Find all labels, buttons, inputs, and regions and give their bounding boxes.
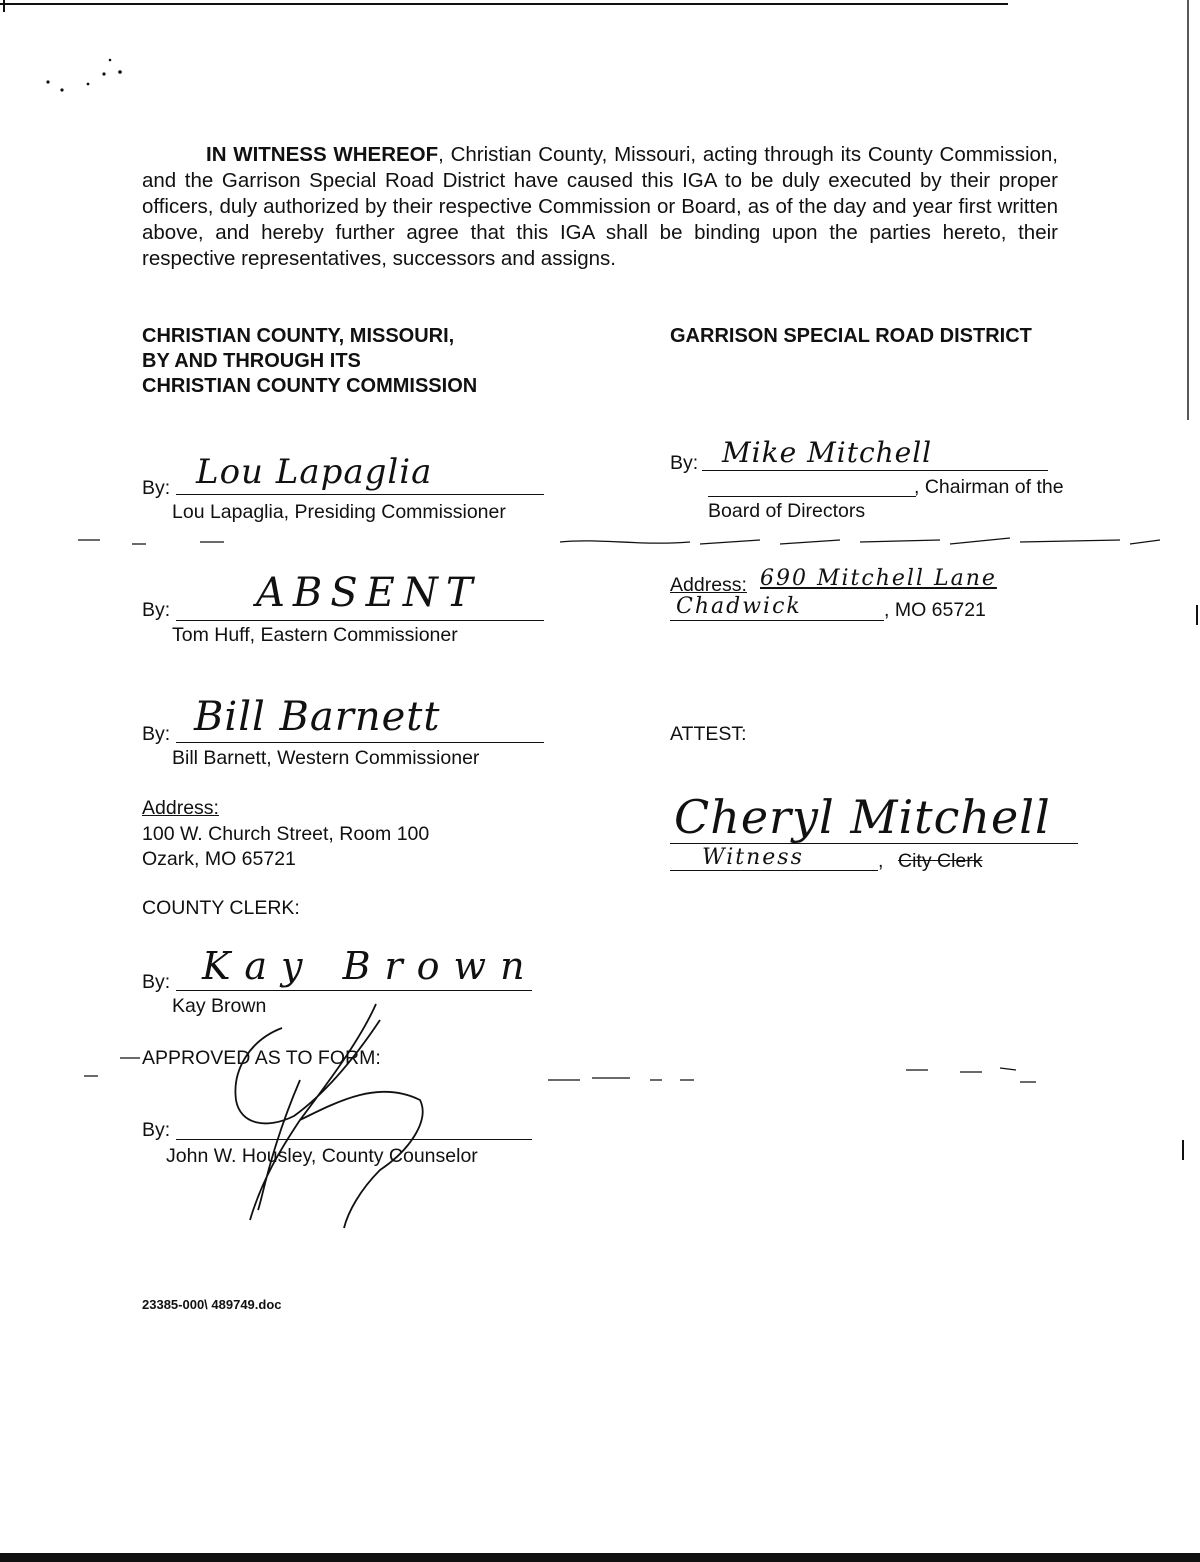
scan-dashes (78, 538, 1160, 1082)
document-reference: 23385-000\ 489749.doc (142, 1297, 282, 1312)
approved-label: APPROVED AS TO FORM: (142, 1047, 381, 1069)
county-address-label: Address: (142, 797, 219, 819)
witness-lead: IN WITNESS WHEREOF (206, 143, 439, 166)
signer3-name: Bill Barnett, Western Commissioner (172, 747, 480, 769)
signer2-by-label: By: (142, 599, 171, 621)
county-address-line1: 100 W. Church Street, Room 100 (142, 823, 430, 845)
chair-signature: Mike Mitchell (722, 436, 933, 469)
county-address-line2: Ozark, MO 65721 (142, 848, 296, 870)
chair-title-line2: Board of Directors (708, 500, 866, 522)
district-address-label: Address: (670, 574, 747, 596)
district-header: GARRISON SPECIAL ROAD DISTRICT (670, 325, 1032, 347)
chair-title: , Chairman of the (914, 476, 1064, 498)
witness-body: , Christian County, Missouri, acting through its County Commission, and the Garrison Special Road District have caused this IGA to be duly executed by their proper officers, duly authorized by their respective Commission or Board, as of the day and year first written above, and hereby further agree that this IGA shall be binding upon the parties hereto, their respective representatives, successors and assigns. (142, 143, 1058, 270)
bottom-scan-border (0, 1553, 1200, 1562)
attest-struck-title: City Clerk (898, 850, 983, 872)
district-address-state: , MO 65721 (884, 599, 986, 621)
clerk-signature: Kay Brown (202, 944, 539, 988)
chair-by-label: By: (670, 452, 699, 474)
signer1-signature: Lou Lapaglia (196, 452, 433, 492)
signer1-name: Lou Lapaglia, Presiding Commissioner (172, 501, 506, 523)
county-header-line1: CHRISTIAN COUNTY, MISSOURI, (142, 325, 455, 347)
scan-specks (46, 59, 121, 92)
attest-hand-title: Witness (702, 845, 804, 870)
counselor-name: John W. Housley, County Counselor (166, 1145, 478, 1167)
signer1-by-label: By: (142, 477, 171, 499)
district-address-hand1: 690 Mitchell Lane (760, 566, 997, 591)
district-address-hand2: Chadwick (676, 594, 802, 619)
attest-signature: Cheryl Mitchell (674, 790, 1051, 844)
county-clerk-label: COUNTY CLERK: (142, 897, 300, 919)
attest-comma: , (878, 850, 884, 872)
signer3-signature: Bill Barnett (194, 694, 441, 740)
clerk-by-label: By: (142, 971, 171, 993)
attest-label: ATTEST: (670, 723, 747, 745)
counselor-signature (235, 1004, 422, 1228)
counselor-by-label: By: (142, 1119, 171, 1141)
signer2-name: Tom Huff, Eastern Commissioner (172, 624, 458, 646)
county-header-line2: BY AND THROUGH ITS (142, 350, 361, 372)
clerk-name: Kay Brown (172, 995, 267, 1017)
signer3-by-label: By: (142, 723, 171, 745)
signer2-signature: ABSENT (256, 570, 481, 616)
county-header-line3: CHRISTIAN COUNTY COMMISSION (142, 375, 478, 397)
